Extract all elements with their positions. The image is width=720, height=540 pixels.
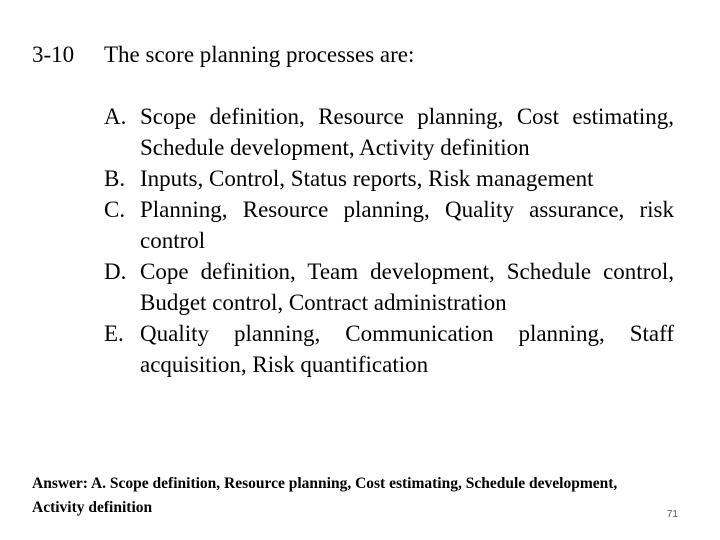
option-letter: A. [104, 104, 127, 129]
question [32, 38, 414, 72]
option-c [104, 194, 674, 256]
page-number: 71 [666, 509, 678, 520]
question-number: 3-10 [32, 42, 75, 67]
option-letter: E. [104, 321, 124, 346]
option-text: Quality planning, Communication planning, Staff acquisition, Risk quantification [140, 321, 674, 377]
question-text: The score planning processes are: [104, 42, 415, 67]
option-letter: C. [104, 197, 126, 222]
option-letter: D. [104, 259, 127, 284]
option-text: Cope definition, Team development, Schedule control, Budget control, Contract administration [140, 259, 674, 315]
option-b [104, 163, 674, 194]
option-letter: B. [104, 166, 126, 191]
option-text: Inputs, Control, Status reports, Risk management [140, 166, 594, 191]
option-d [104, 256, 674, 318]
option-text: Planning, Resource planning, Quality assurance, risk control [140, 197, 674, 253]
answer-options [104, 101, 674, 380]
option-text: Scope definition, Resource planning, Cost estimating, Schedule development, Activity definition [140, 104, 674, 160]
option-a [104, 101, 674, 163]
option-e [104, 318, 674, 380]
answer-text: Answer: A. Scope definition, Resource planning, Cost estimating, Schedule development, Activity definition [32, 475, 618, 516]
